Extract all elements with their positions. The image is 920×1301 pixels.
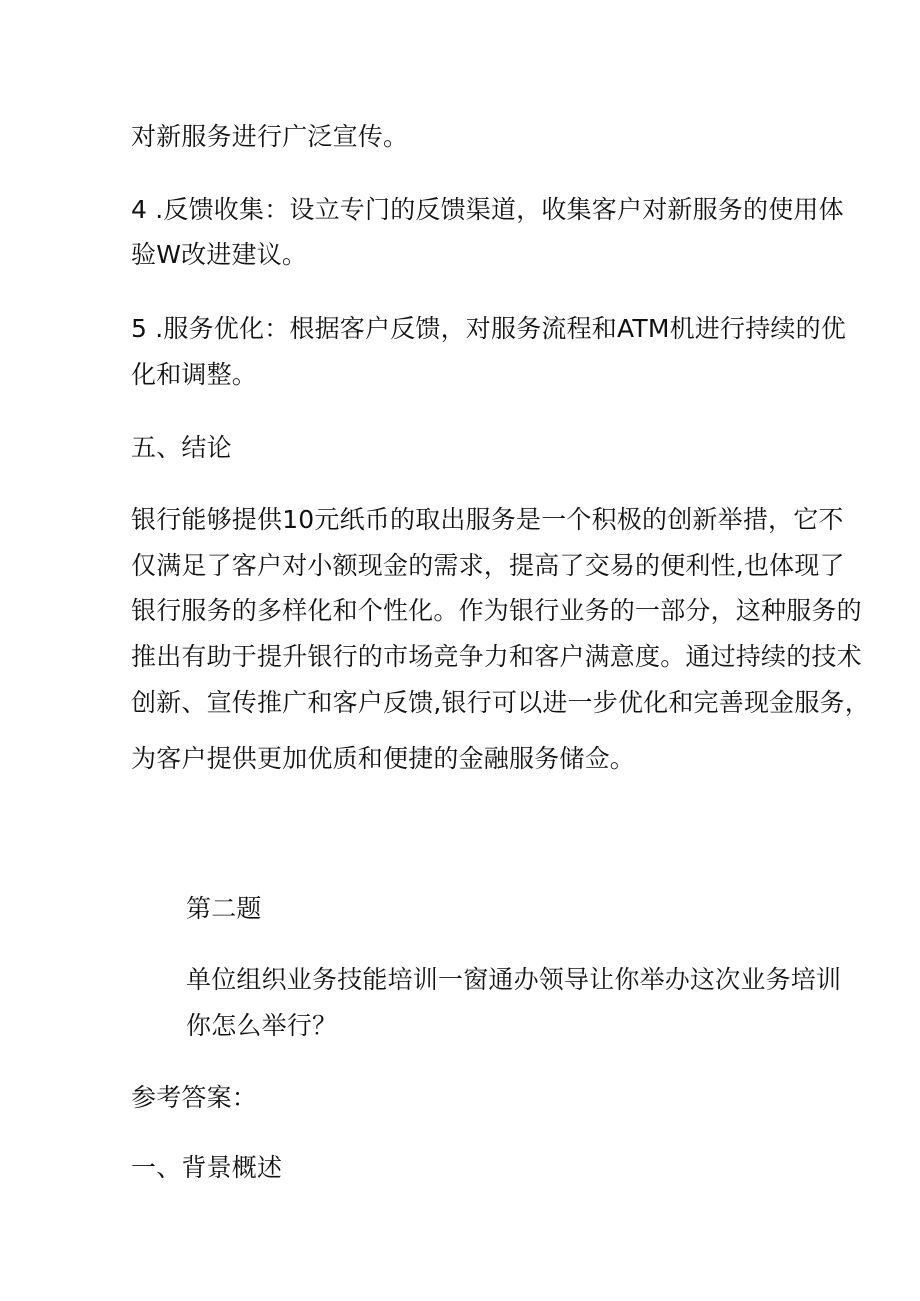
- conclusion-line: 推出有助于提升银行的市场竞争力和客户满意度。通过持续的技术: [131, 642, 862, 671]
- list-item-feedback-cont: 验W改进建议。: [131, 240, 308, 269]
- question-text: 单位组织业务技能培训一窗通办领导让你举办这次业务培训: [186, 965, 842, 994]
- reference-answer-label: 参考答案：: [131, 1083, 258, 1112]
- conclusion-line: 创新、宣传推广和客户反馈,银行可以进一步优化和完善现金服务，: [131, 688, 870, 717]
- list-item-feedback: 4 .反馈收集：设立专门的反馈渠道，收集客户对新服务的使用体: [131, 195, 844, 224]
- section-heading-background: 一、背景概述: [131, 1153, 283, 1182]
- conclusion-line: 银行服务的多样化和个性化。作为银行业务的一部分，这种服务的: [131, 596, 862, 625]
- question-text: 你怎么举行？: [186, 1011, 338, 1040]
- paragraph-line: 对新服务进行广泛宣传。: [131, 122, 409, 151]
- conclusion-line: 为客户提供更加优质和便捷的金融服务储佥。: [131, 744, 636, 773]
- conclusion-line: 银行能够提供10元纸币的取出服务是一个积极的创新举措，它不: [131, 505, 844, 534]
- conclusion-line: 仅满足了客户对小额现金的需求，提高了交易的便利性,也体现了: [131, 551, 845, 580]
- list-item-optimization-cont: 化和调整。: [131, 360, 258, 389]
- question-heading: 第二题: [186, 894, 262, 923]
- section-heading-conclusion: 五、结论: [131, 433, 232, 462]
- list-item-optimization: 5 .服务优化：根据客户反馈，对服务流程和ATM机进行持续的优: [131, 314, 847, 343]
